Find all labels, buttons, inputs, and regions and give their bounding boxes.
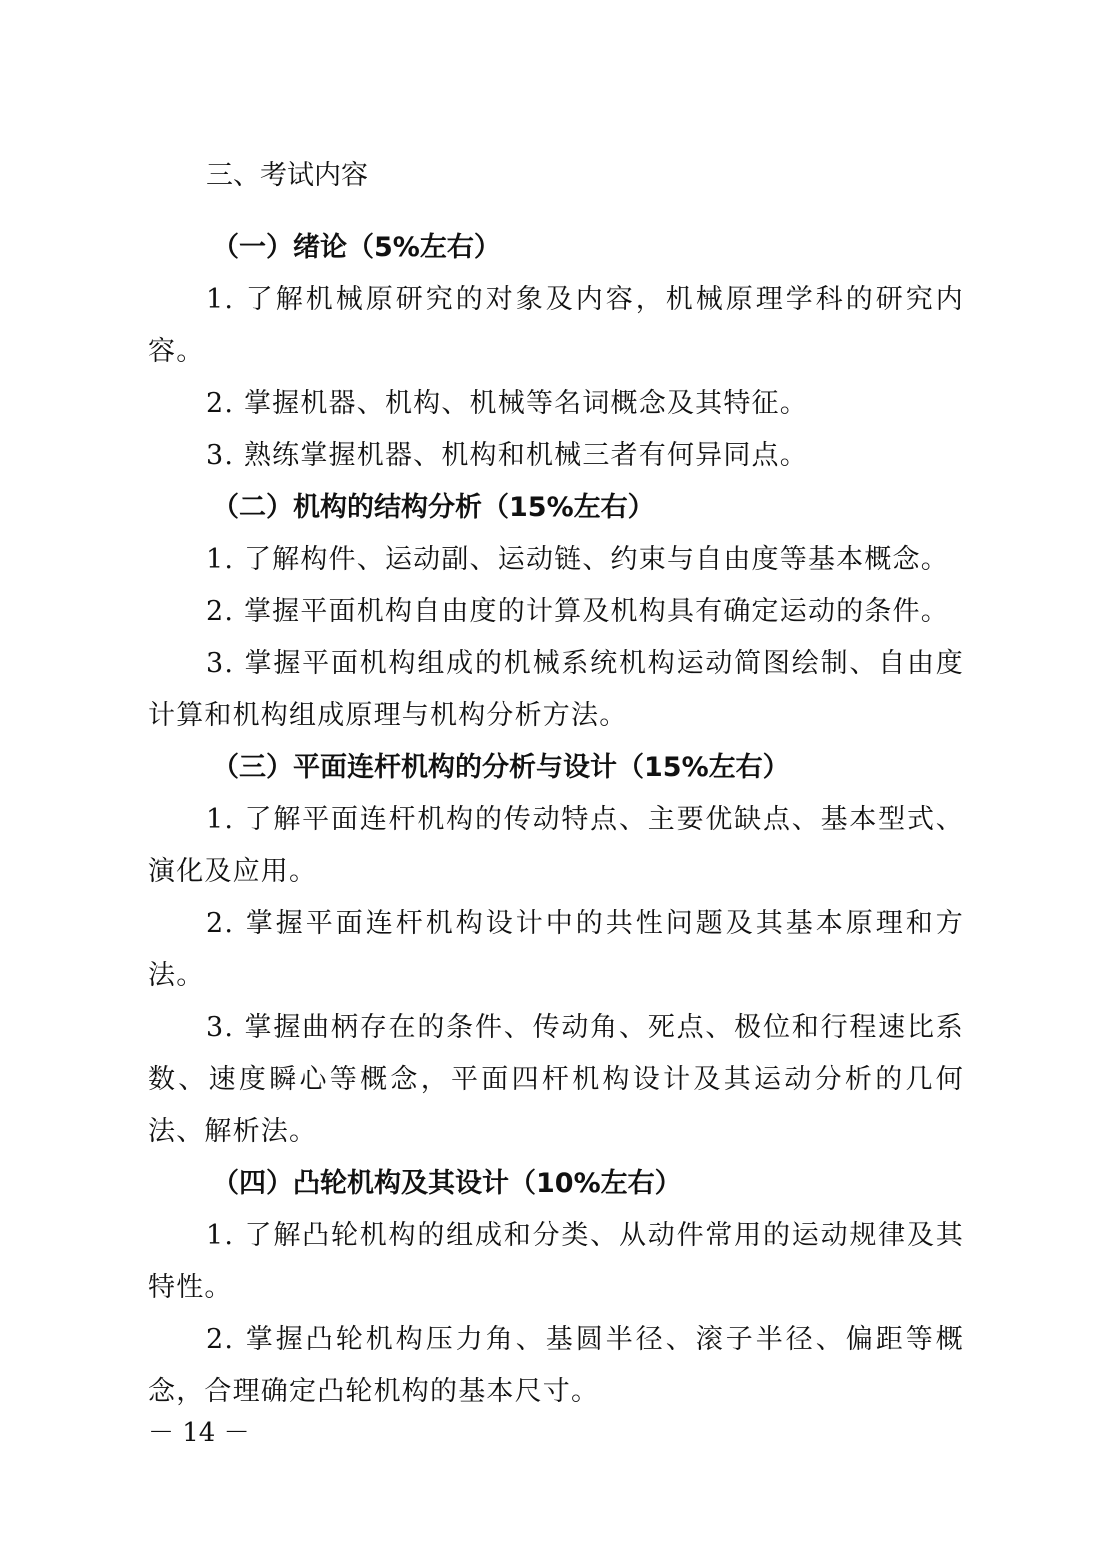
list-item: 3. 掌握曲柄存在的条件、传动角、死点、极位和行程速比系数、速度瞬心等概念，平面四杆机构设计及其运动分析的几何法、解析法。 <box>148 1012 964 1147</box>
spacer <box>148 202 964 222</box>
list-item: 2. 掌握平面连杆机构设计中的共性问题及其基本原理和方法。 <box>148 908 964 991</box>
subsection-heading-3: （三）平面连杆机构的分析与设计（15%左右） <box>212 752 790 783</box>
list-item: 1. 了解平面连杆机构的传动特点、主要优缺点、基本型式、演化及应用。 <box>148 804 964 887</box>
subsection-heading-1: （一）绪论（5%左右） <box>212 232 501 263</box>
section-title: 三、考试内容 <box>206 160 368 191</box>
list-item: 1. 了解构件、运动副、运动链、约束与自由度等基本概念。 <box>206 544 949 575</box>
subsection-heading-4: （四）凸轮机构及其设计（10%左右） <box>212 1168 682 1199</box>
list-item: 1. 了解机械原研究的对象及内容，机械原理学科的研究内容。 <box>148 284 964 367</box>
document-body <box>148 150 964 1418</box>
list-item: 2. 掌握凸轮机构压力角、基圆半径、滚子半径、偏距等概念，合理确定凸轮机构的基本尺寸。 <box>148 1324 964 1407</box>
list-item: 1. 了解凸轮机构的组成和分类、从动件常用的运动规律及其特性。 <box>148 1220 964 1303</box>
subsection-heading-2: （二）机构的结构分析（15%左右） <box>212 492 655 523</box>
page-number: － 14 － <box>148 1418 250 1448</box>
list-item: 2. 掌握平面机构自由度的计算及机构具有确定运动的条件。 <box>206 596 949 627</box>
list-item: 3. 熟练掌握机器、机构和机械三者有何异同点。 <box>206 440 808 471</box>
list-item: 2. 掌握机器、机构、机械等名词概念及其特征。 <box>206 388 808 419</box>
list-item: 3. 掌握平面机构组成的机械系统机构运动简图绘制、自由度计算和机构组成原理与机构分析方法。 <box>148 648 964 731</box>
